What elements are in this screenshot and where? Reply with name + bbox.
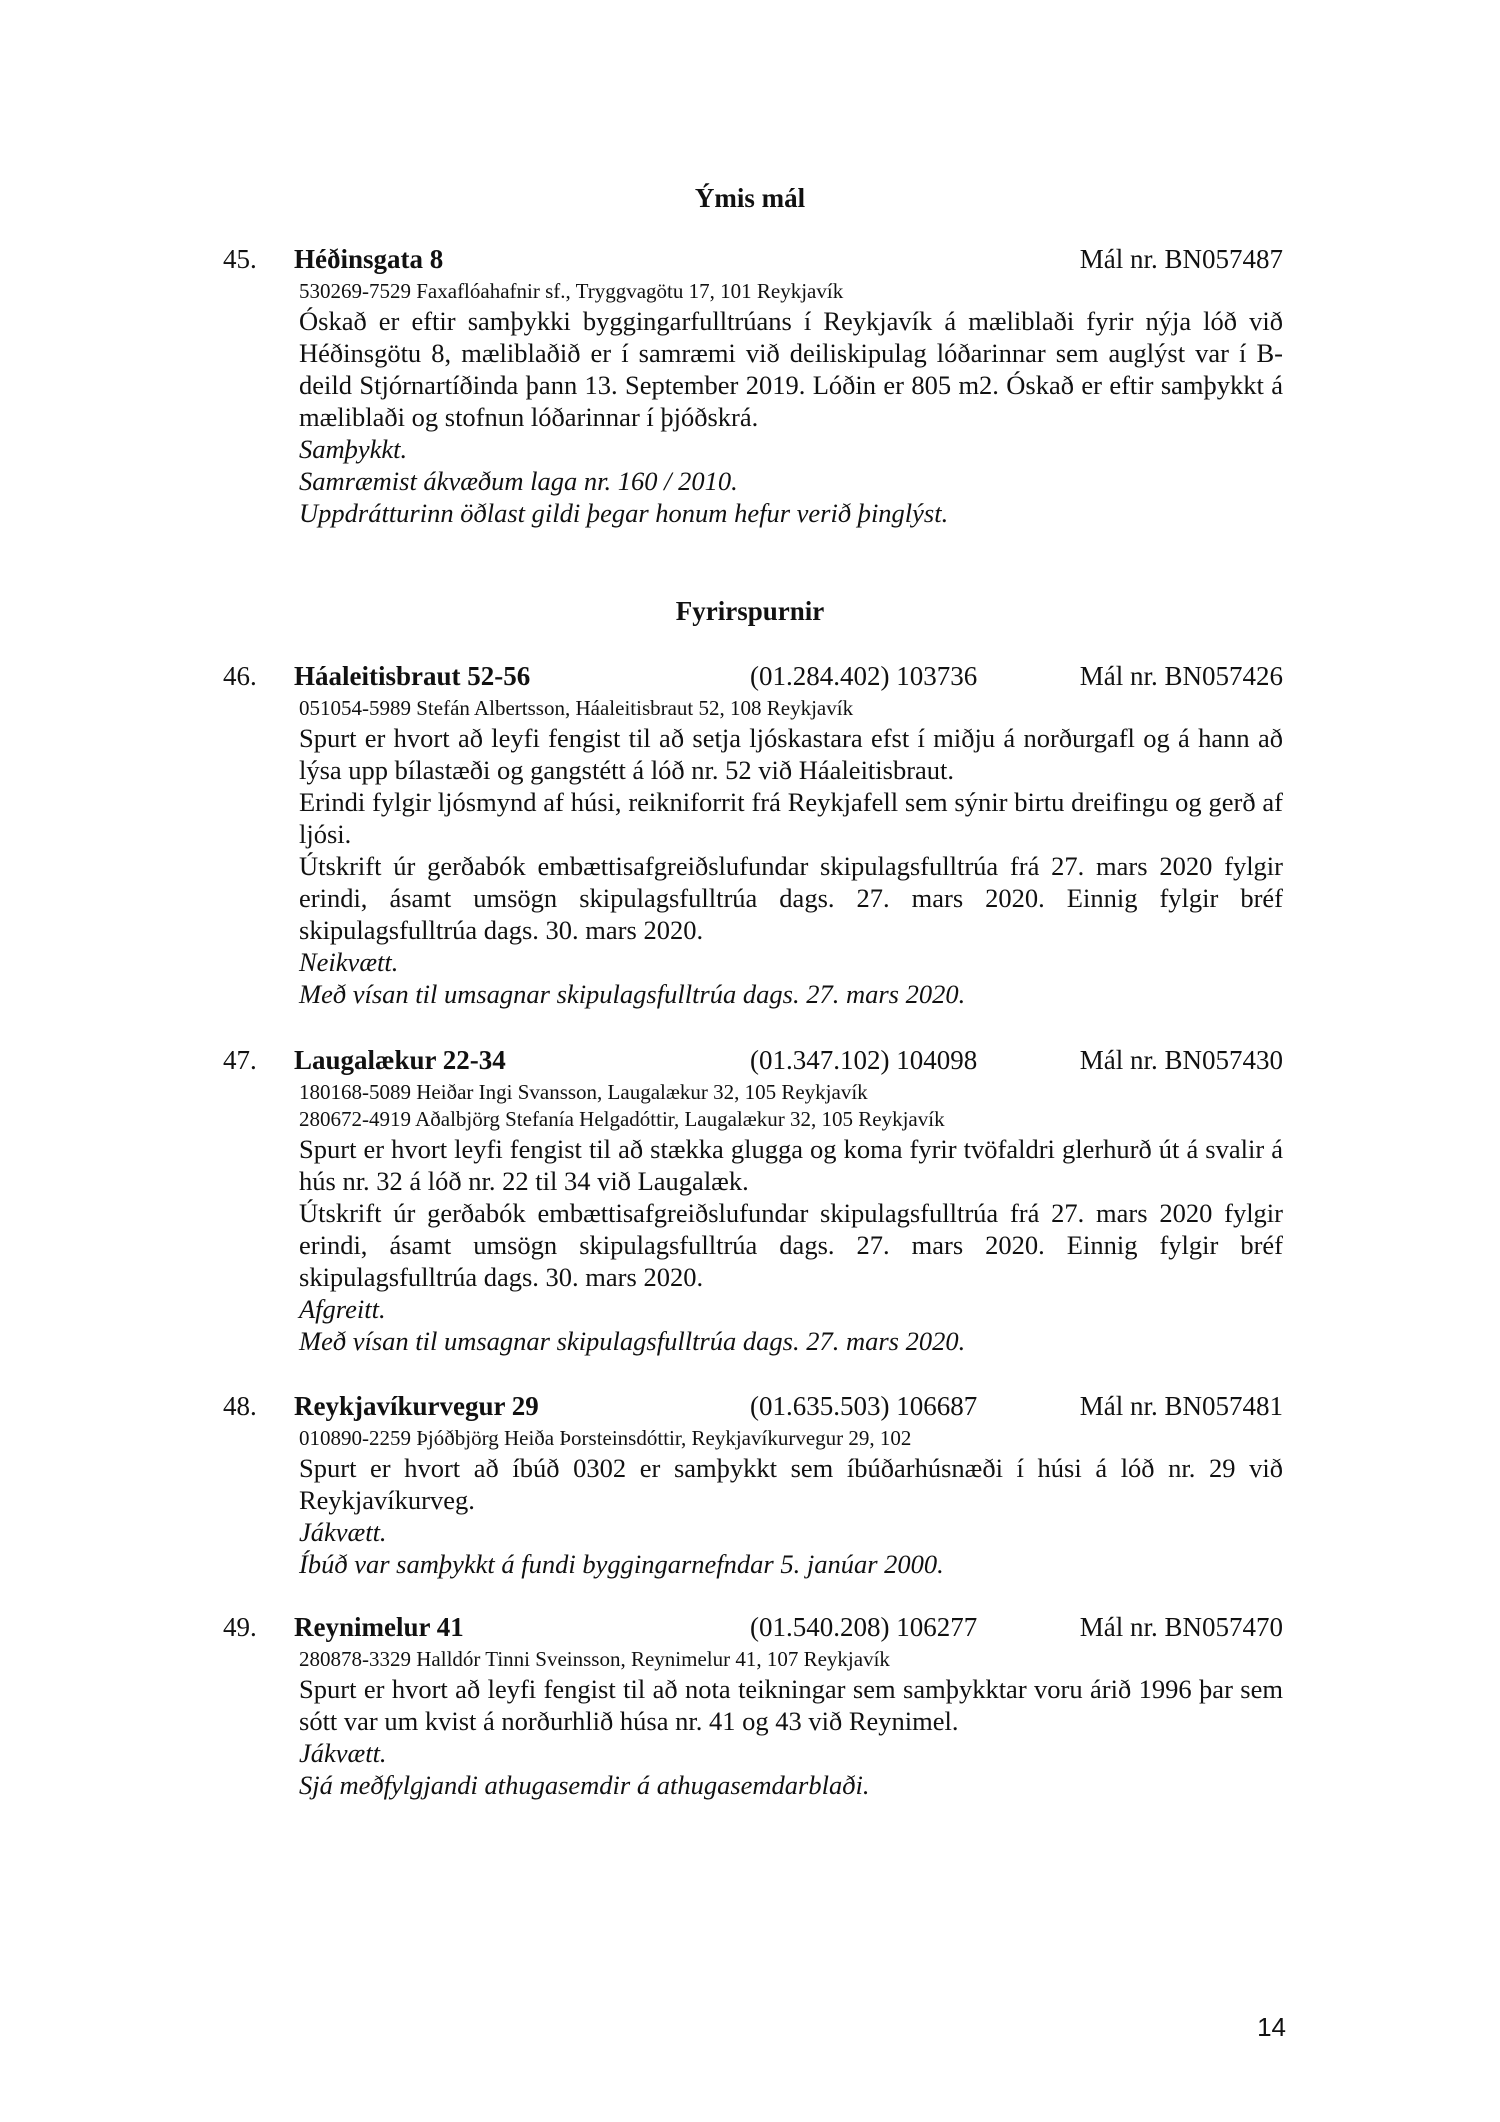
case-land-reference: (01.540.208) 106277: [750, 1612, 978, 1642]
case-body: [299, 1425, 1283, 1580]
case-land-reference: (01.635.503) 106687: [750, 1391, 978, 1421]
case-header: [223, 244, 1283, 278]
case-number: 49.: [223, 1612, 257, 1642]
applicant-line: 180168-5089 Heiðar Ingi Svansson, Laugalækur 32, 105 Reykjavík: [299, 1080, 868, 1104]
case-body: [299, 1646, 1283, 1801]
case-number: 48.: [223, 1391, 257, 1421]
case-description: Óskað er eftir samþykki byggingarfulltrúans í Reykjavík á mæliblaði fyrir nýja lóð við Héðinsgötu 8, mæliblaðið er í samræmi við deiliskipulag lóðarinnar sem auglýst var í B-deild Stjórnartíðinda þann 13. September 2019. Lóðin er 805 m2. Óskað er eftir samþykkt á mæliblaði og stofnun lóðarinnar í þjóðskrá.: [299, 306, 1283, 432]
applicant-line: 051054-5989 Stefán Albertsson, Háaleitisbraut 52, 108 Reykjavík: [299, 696, 854, 720]
case-number: 45.: [223, 244, 257, 274]
case-description: Spurt er hvort leyfi fengist til að stækka glugga og koma fyrir tvöfaldri glerhurð út á svalir á hús nr. 32 á lóð nr. 22 til 34 við Laugalæk.: [299, 1134, 1283, 1196]
applicant-line: 530269-7529 Faxaflóahafnir sf., Tryggvagötu 17, 101 Reykjavík: [299, 279, 844, 303]
case-decision: Jákvætt.: [299, 1738, 387, 1768]
case-note: Uppdrátturinn öðlast gildi þegar honum hefur verið þinglýst.: [299, 498, 949, 528]
case-mal-number: Mál nr. BN057481: [1079, 1391, 1283, 1421]
case-note: Íbúð var samþykkt á fundi byggingarnefndar 5. janúar 2000.: [299, 1549, 944, 1579]
case-header: [223, 1391, 1283, 1425]
case-item-47: [223, 1045, 1283, 1357]
case-decision: Jákvætt.: [299, 1517, 387, 1547]
case-description: Spurt er hvort að leyfi fengist til að nota teikningar sem samþykktar voru árið 1996 þar sem sótt var um kvist á norðurhlið húsa nr. 41 og 43 við Reynimel.: [299, 1674, 1283, 1736]
case-header: [223, 1045, 1283, 1079]
case-body: [299, 278, 1283, 529]
applicant-line: 280672-4919 Aðalbjörg Stefanía Helgadóttir, Laugalækur 32, 105 Reykjavík: [299, 1107, 945, 1131]
section-heading-ymis-mal: Ýmis mál: [694, 183, 806, 213]
case-address: Háaleitisbraut 52-56: [294, 661, 531, 691]
case-decision: Samþykkt.: [299, 434, 408, 464]
case-note: Sjá meðfylgjandi athugasemdir á athugasemdarblaði.: [299, 1770, 870, 1800]
case-note: Með vísan til umsagnar skipulagsfulltrúa dags. 27. mars 2020.: [299, 1326, 966, 1356]
case-address: Reynimelur 41: [294, 1612, 464, 1642]
case-header: [223, 1612, 1283, 1646]
case-item-49: [223, 1612, 1283, 1801]
case-description: Útskrift úr gerðabók embættisafgreiðslufundar skipulagsfulltrúa frá 27. mars 2020 fylgir erindi, ásamt umsögn skipulagsfulltrúa dags. 27. mars 2020. Einnig fylgir bréf skipulagsfulltrúa dags. 30. mars 2020.: [299, 851, 1283, 945]
case-description: Spurt er hvort að íbúð 0302 er samþykkt sem íbúðarhúsnæði í húsi á lóð nr. 29 við Reykjavíkurveg.: [299, 1453, 1283, 1515]
page-number: 14: [1257, 2012, 1286, 2042]
case-description: Spurt er hvort að leyfi fengist til að setja ljóskastara efst í miðju á norðurgafl og á hann að lýsa upp bílastæði og gangstétt á lóð nr. 52 við Háaleitisbraut.: [299, 723, 1283, 785]
case-description: Útskrift úr gerðabók embættisafgreiðslufundar skipulagsfulltrúa frá 27. mars 2020 fylgir erindi, ásamt umsögn skipulagsfulltrúa dags. 27. mars 2020. Einnig fylgir bréf skipulagsfulltrúa dags. 30. mars 2020.: [299, 1198, 1283, 1292]
case-address: Héðinsgata 8: [294, 244, 444, 274]
case-mal-number: Mál nr. BN057426: [1079, 661, 1283, 691]
case-number: 47.: [223, 1045, 257, 1075]
applicant-line: 280878-3329 Halldór Tinni Sveinsson, Reynimelur 41, 107 Reykjavík: [299, 1647, 890, 1671]
case-header: [223, 661, 1283, 695]
applicant-line: 010890-2259 Þjóðbjörg Heiða Þorsteinsdóttir, Reykjavíkurvegur 29, 102: [299, 1426, 912, 1450]
case-description: Erindi fylgir ljósmynd af húsi, reikniforrit frá Reykjafell sem sýnir birtu dreifingu og gerð af ljósi.: [299, 787, 1283, 849]
case-decision: Neikvætt.: [299, 947, 399, 977]
case-decision: Afgreitt.: [299, 1294, 386, 1324]
case-address: Laugalækur 22-34: [294, 1045, 506, 1075]
case-item-45: [223, 244, 1283, 529]
case-note: Samræmist ákvæðum laga nr. 160 / 2010.: [299, 466, 738, 496]
case-land-reference: (01.284.402) 103736: [750, 661, 978, 691]
case-mal-number: Mál nr. BN057430: [1079, 1045, 1283, 1075]
case-item-46: [223, 661, 1283, 1010]
section-heading-fyrirspurnir: Fyrirspurnir: [675, 596, 825, 626]
case-land-reference: (01.347.102) 104098: [750, 1045, 978, 1075]
case-mal-number: Mál nr. BN057470: [1079, 1612, 1283, 1642]
case-body: [299, 1079, 1283, 1357]
case-number: 46.: [223, 661, 257, 691]
case-mal-number: Mál nr. BN057487: [1079, 244, 1283, 274]
case-item-48: [223, 1391, 1283, 1580]
case-body: [299, 695, 1283, 1010]
case-address: Reykjavíkurvegur 29: [294, 1391, 539, 1421]
case-note: Með vísan til umsagnar skipulagsfulltrúa dags. 27. mars 2020.: [299, 979, 966, 1009]
